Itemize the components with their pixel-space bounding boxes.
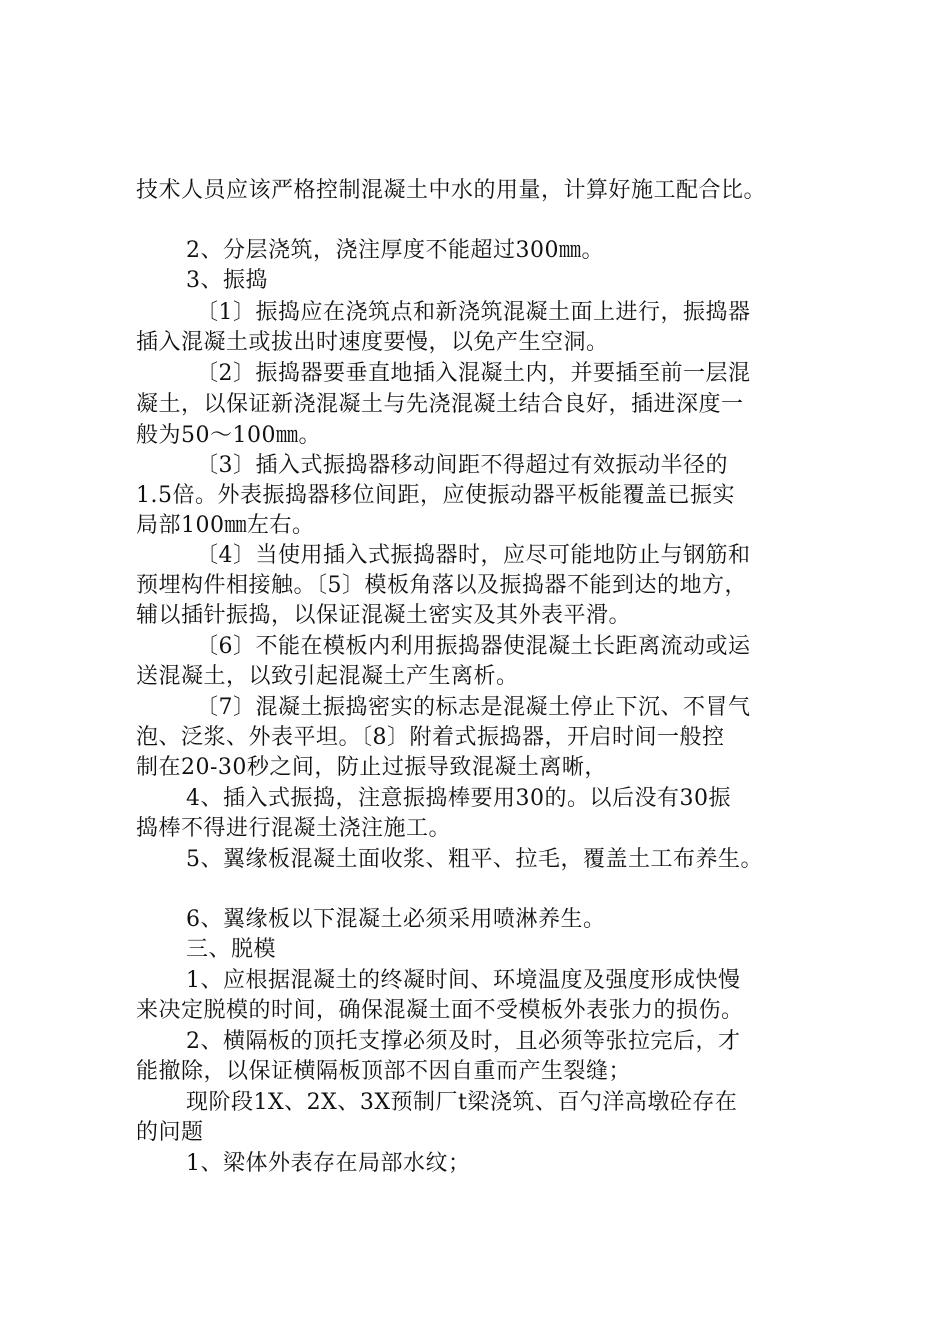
- text-line: 预埋构件相接触。〔5〕模板角落以及振捣器不能到达的地方，: [136, 573, 747, 598]
- text-line: 6、翼缘板以下混凝土必须采用喷淋养生。: [186, 907, 606, 932]
- text-line: 3、振捣: [186, 268, 268, 293]
- text-line: 制在20-30秒之间，防止过振导致混凝土离晰，: [136, 755, 607, 780]
- text-line: 来决定脱模的时间，确保混凝土面不受模板外表张力的损伤。: [136, 998, 744, 1023]
- text-line: 的问题: [136, 1120, 204, 1145]
- text-line: 〔3〕插入式振捣器移动间距不得超过有效振动半径的: [196, 453, 728, 478]
- text-line: 1、应根据混凝土的终凝时间、环境温度及强度形成快慢: [186, 968, 741, 993]
- text-line: 〔1〕振捣应在浇筑点和新浇筑混凝土面上进行，振捣器: [196, 300, 751, 325]
- text-line: 2、分层浇筑，浇注厚度不能超过300㎜。: [186, 238, 604, 263]
- section-heading: 三、脱模: [186, 937, 277, 962]
- text-line: 捣棒不得进行混凝土浇注施工。: [136, 816, 452, 841]
- text-line: 〔6〕不能在模板内利用振捣器使混凝土长距离流动或运: [196, 634, 751, 659]
- text-line: 〔4〕当使用插入式振捣器时，应尽可能地防止与钢筋和: [196, 543, 751, 568]
- text-line: 〔7〕混凝土振捣密实的标志是混凝土停止下沉、不冒气: [196, 695, 751, 720]
- text-line: 泡、泛浆、外表平坦。〔8〕附着式振捣器，开启时间一般控: [136, 725, 725, 750]
- text-line: 送混凝土，以致引起混凝土产生离析。: [136, 664, 519, 689]
- text-line: 局部100㎜左右。: [136, 513, 315, 538]
- text-line: 技术人员应该严格控制混凝土中水的用量，计算好施工配合比。: [136, 178, 767, 203]
- text-line: 4、插入式振捣，注意振捣棒要用30的。以后没有30振: [186, 786, 731, 811]
- text-line: 能撤除，以保证横隔板顶部不因自重而产生裂缝；: [136, 1059, 632, 1084]
- text-line: 1、梁体外表存在局部水纹；: [186, 1151, 471, 1176]
- text-line: 凝土，以保证新浇混凝土与先浇混凝土结合良好，插进深度一: [136, 392, 744, 417]
- text-line: 2、横隔板的顶托支撑必须及时，且必须等张拉完后，才: [186, 1029, 741, 1054]
- text-line: 般为50～100㎜。: [136, 423, 321, 448]
- text-line: 辅以插针振捣，以保证混凝土密实及其外表平滑。: [136, 603, 632, 628]
- text-line: 5、翼缘板混凝土面收浆、粗平、拉毛，覆盖土工布养生。: [186, 847, 763, 872]
- text-line: 现阶段1X、2X、3X预制厂t梁浇筑、百勺洋高墩砼存在: [186, 1090, 738, 1115]
- text-line: 插入混凝土或拔出时速度要慢，以免产生空洞。: [136, 330, 609, 355]
- text-line: 1.5倍。外表振捣器移位间距，应使振动器平板能覆盖已振实: [136, 483, 735, 508]
- text-line: 〔2〕振捣器要垂直地插入混凝土内，并要插至前一层混: [196, 361, 751, 386]
